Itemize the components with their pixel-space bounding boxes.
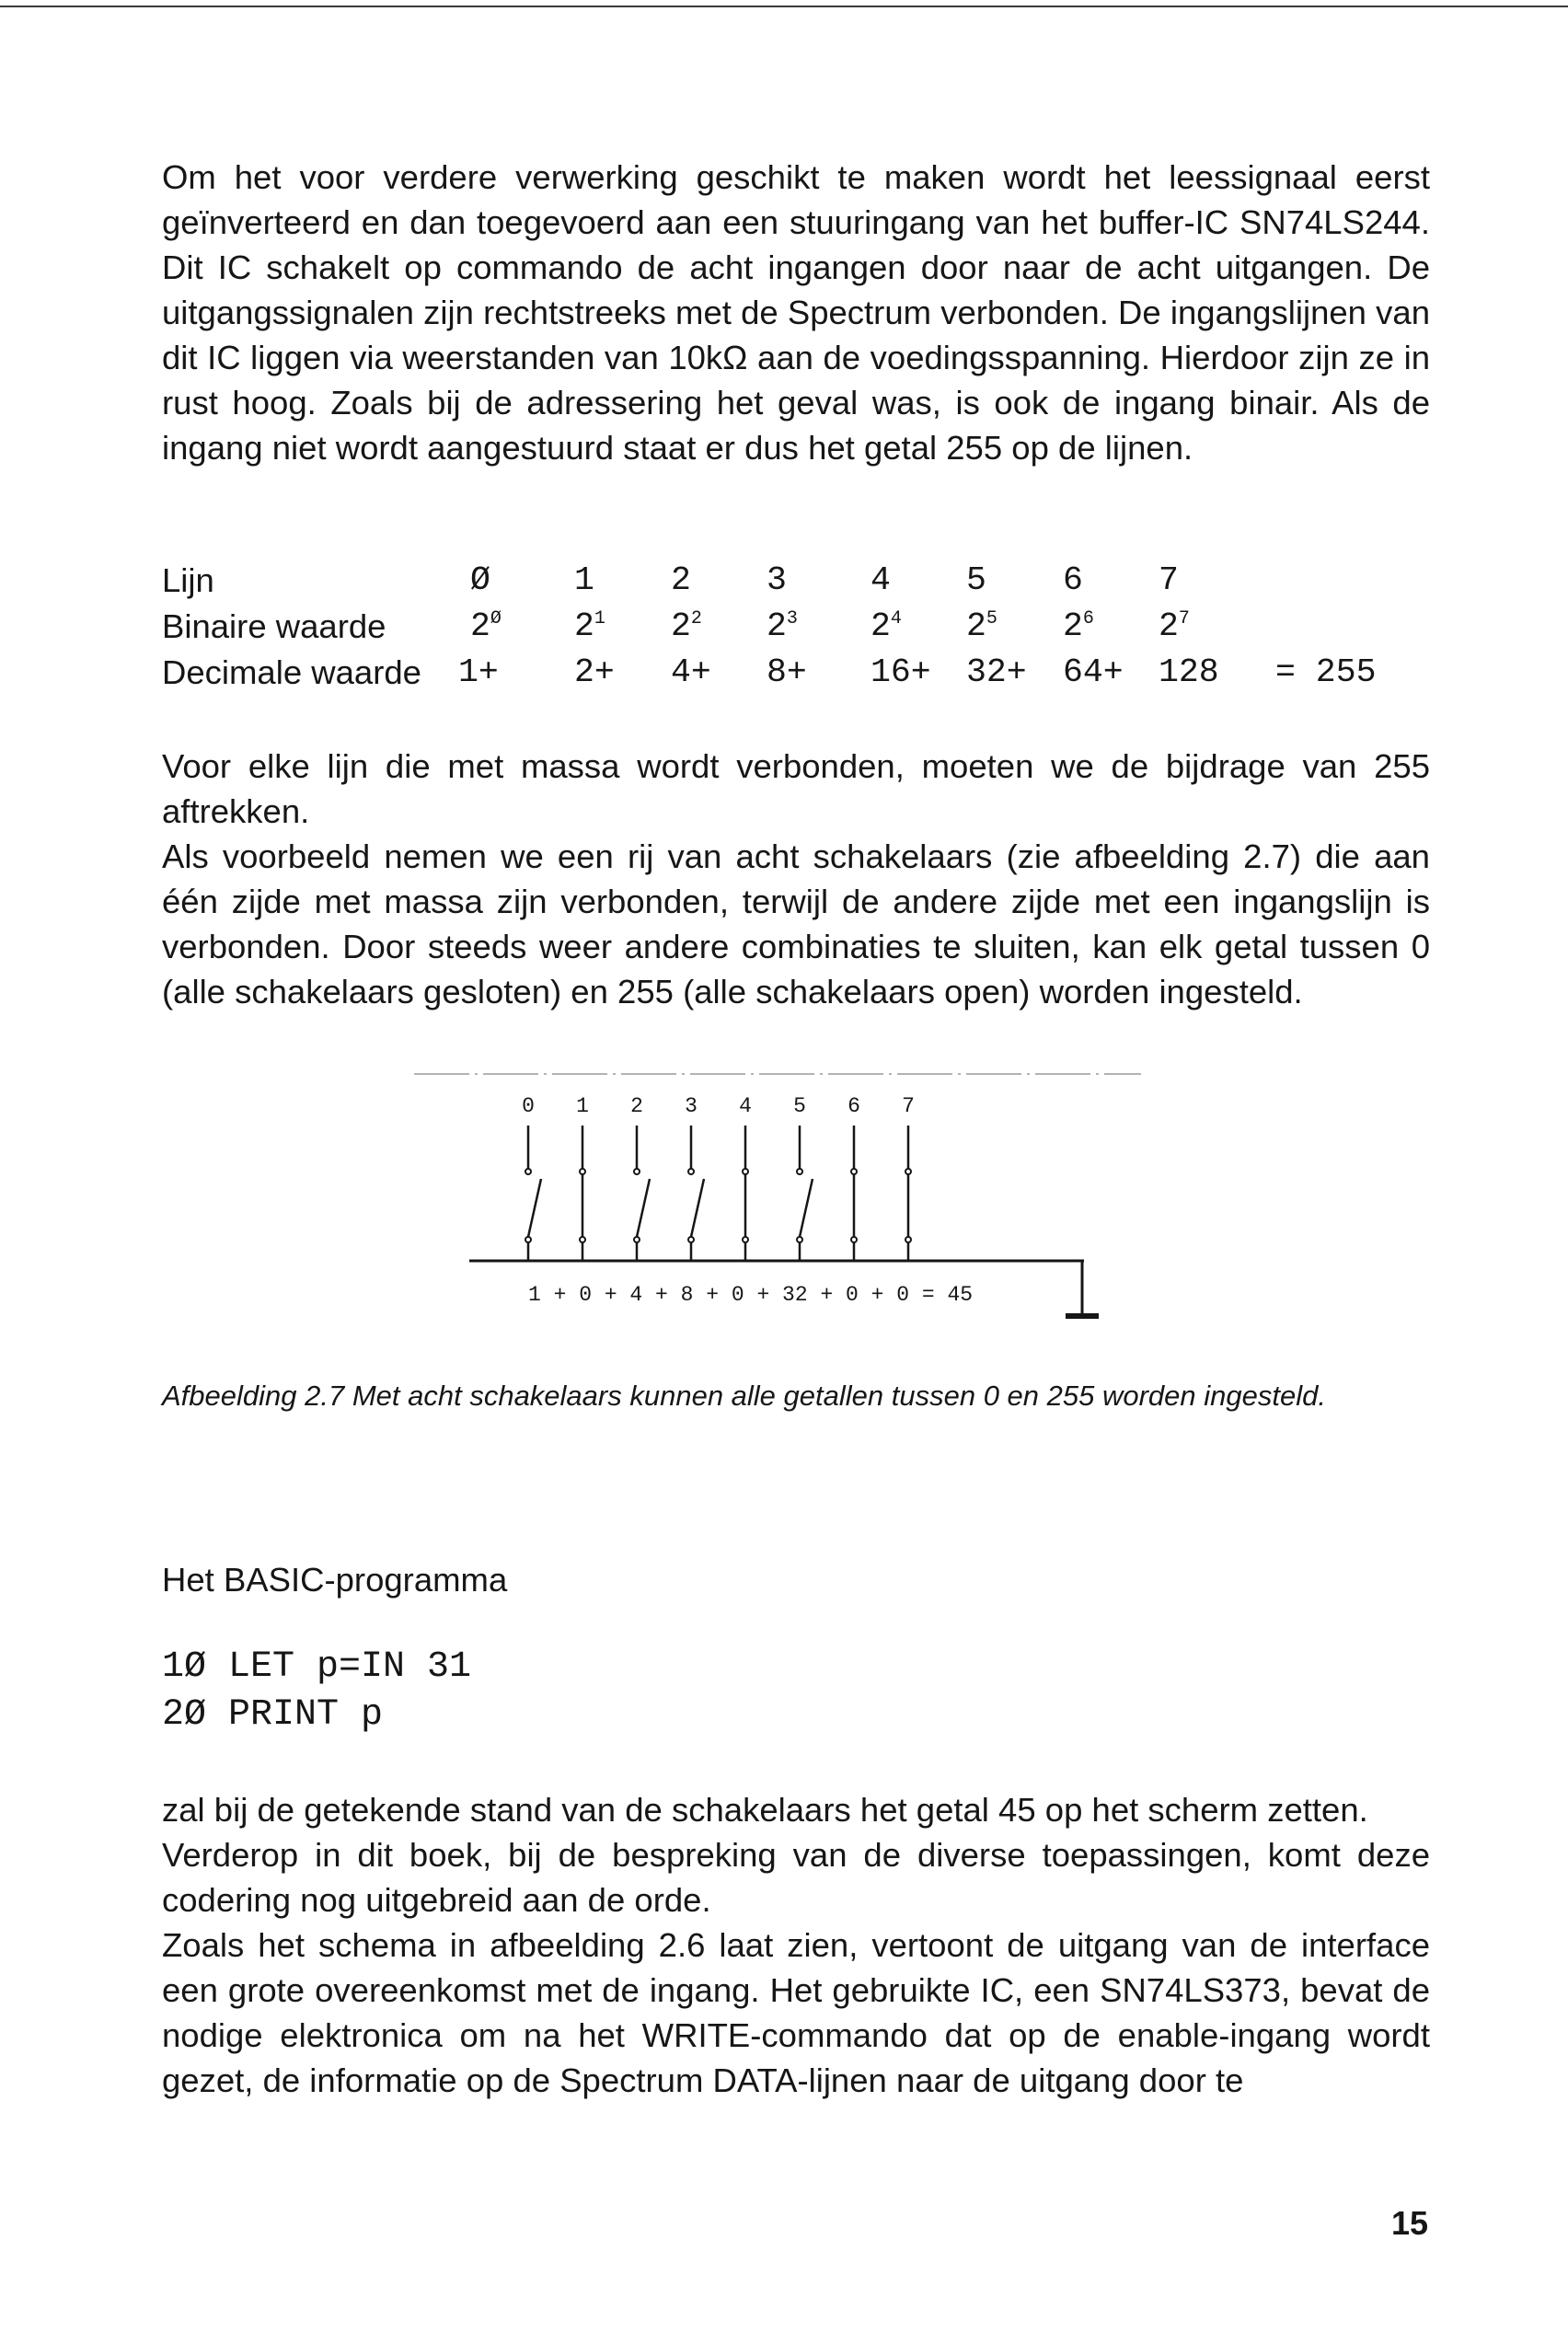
switch-label-3: 3 — [685, 1094, 698, 1118]
lijn-7: 7 — [1159, 561, 1179, 599]
switch-diagram — [414, 1063, 1150, 1339]
lijn-3: 3 — [767, 561, 787, 599]
switch-lower-contact-7 — [905, 1237, 911, 1242]
paragraph-resultaat: zal bij de getekende stand van de schakelaars het getal 45 op het scherm zetten. — [162, 1791, 1368, 1829]
switch-upper-contact-5 — [797, 1169, 802, 1174]
paragraph-verderop: Verderop in dit boek, bij de bespreking van de diverse toepassingen, komt deze codering nog uitgebreid aan de orde. — [162, 1836, 1430, 1919]
decimaal-7: 128 — [1159, 653, 1219, 691]
sum-line: 1 + 0 + 4 + 8 + 0 + 32 + 0 + 0 = 45 — [528, 1283, 974, 1307]
paragraph-intro: Om het voor verdere verwerking geschikt te maken wordt het leessignaal eerst geïnverteerd en dan toegevoerd aan een stuuringang van het buffer-IC SN74LS244. Dit IC schakelt op commando de acht ingangen door naar de acht uitgangen. De uitgangssignalen zijn rechtstreeks met de Spectrum verbonden. De ingangslijnen van dit IC liggen via weerstanden van 10kΩ aan de voedingsspanning. Hierdoor zijn ze in rust hoog. Zoals bij de adressering het geval was, is ook de ingang binair. Als de ingang niet wordt aangestuurd staat er dus het getal 255 op de lijnen. — [162, 158, 1430, 467]
switch-lower-contact-3 — [688, 1237, 694, 1242]
code-line-2: 2Ø PRINT p — [162, 1694, 384, 1736]
section-heading: Het BASIC-programma — [162, 1561, 508, 1599]
switch-upper-contact-7 — [905, 1169, 911, 1174]
decimaal-0: 1+ — [458, 653, 499, 691]
switch-lower-contact-2 — [634, 1237, 640, 1242]
switch-label-1: 1 — [576, 1094, 589, 1118]
decimaal-total: = 255 — [1275, 653, 1377, 691]
switch-label-2: 2 — [630, 1094, 643, 1118]
label-binaire-waarde: Binaire waarde — [162, 607, 386, 645]
switch-lever-open-3 — [691, 1179, 704, 1237]
paragraph-massa: Voor elke lijn die met massa wordt verbonden, moeten we de bijdrage van 255 aftrekken. — [162, 747, 1430, 830]
decimaal-1: 2+ — [574, 653, 615, 691]
switch-lever-open-2 — [637, 1179, 650, 1237]
lijn-1: 1 — [574, 561, 594, 599]
binair-1: $2^1$ — [574, 607, 605, 645]
switch-lower-contact-4 — [743, 1237, 748, 1242]
switch-label-4: 4 — [739, 1094, 752, 1118]
switch-upper-contact-1 — [580, 1169, 585, 1174]
top-rule — [0, 6, 1568, 7]
decimaal-4: 16+ — [870, 653, 931, 691]
binair-2: $2^2$ — [671, 607, 702, 645]
switch-upper-contact-4 — [743, 1169, 748, 1174]
switch-group — [522, 1094, 915, 1261]
switch-upper-contact-3 — [688, 1169, 694, 1174]
binair-0: $2^Ø$ — [470, 607, 502, 645]
switch-upper-contact-6 — [851, 1169, 857, 1174]
decimaal-3: 8+ — [767, 653, 807, 691]
binair-7: $2^7$ — [1159, 607, 1190, 645]
switch-upper-contact-2 — [634, 1169, 640, 1174]
figure-caption: Afbeelding 2.7 Met acht schakelaars kunnen alle getallen tussen 0 en 255 worden ingesteld. — [162, 1380, 1326, 1412]
switch-label-5: 5 — [793, 1094, 806, 1118]
binair-3: $2^3$ — [767, 607, 798, 645]
lijn-4: 4 — [870, 561, 891, 599]
switch-label-6: 6 — [847, 1094, 860, 1118]
lijn-6: 6 — [1063, 561, 1083, 599]
decimaal-6: 64+ — [1063, 653, 1124, 691]
binair-4: $2^4$ — [870, 607, 902, 645]
paragraph-voorbeeld: Als voorbeeld nemen we een rij van acht schakelaars (zie afbeelding 2.7) die aan één zijde met massa zijn verbonden, terwijl de andere zijde met een ingangslijn is verbonden. Door steeds weer andere combinaties te sluiten, kan elk getal tussen 0 (alle schakelaars gesloten) en 255 (alle schakelaars open) worden ingesteld. — [162, 837, 1430, 1010]
lijn-5: 5 — [966, 561, 986, 599]
switch-lever-open-5 — [800, 1179, 813, 1237]
label-decimale-waarde: Decimale waarde — [162, 653, 421, 691]
switch-lower-contact-1 — [580, 1237, 585, 1242]
page-number: 15 — [1391, 2204, 1429, 2242]
switch-diagram-svg — [414, 1063, 1150, 1339]
switch-label-0: 0 — [522, 1094, 535, 1118]
switch-upper-contact-0 — [525, 1169, 531, 1174]
switch-lower-contact-0 — [525, 1237, 531, 1242]
label-lijn: Lijn — [162, 561, 214, 599]
lijn-0: Ø — [470, 561, 490, 599]
code-line-1: 1Ø LET p=IN 31 — [162, 1646, 472, 1688]
switch-label-7: 7 — [902, 1094, 915, 1118]
decimaal-2: 4+ — [671, 653, 711, 691]
lijn-2: 2 — [671, 561, 691, 599]
decimaal-5: 32+ — [966, 653, 1027, 691]
paragraph-uitgang: Zoals het schema in afbeelding 2.6 laat zien, vertoont de uitgang van de interface een grote overeenkomst met de ingang. Het gebruikte IC, een SN74LS373, bevat de nodige elektronica om na het WRITE-commando dat op de enable-ingang wordt gezet, de informatie op de Spectrum DATA-lijnen naar de uitgang door te — [162, 1926, 1430, 2099]
basic-program — [162, 1644, 471, 1739]
switch-lever-open-0 — [528, 1179, 541, 1237]
switch-lower-contact-6 — [851, 1237, 857, 1242]
binair-5: $2^5$ — [966, 607, 997, 645]
binair-6: $2^6$ — [1063, 607, 1094, 645]
switch-lower-contact-5 — [797, 1237, 802, 1242]
